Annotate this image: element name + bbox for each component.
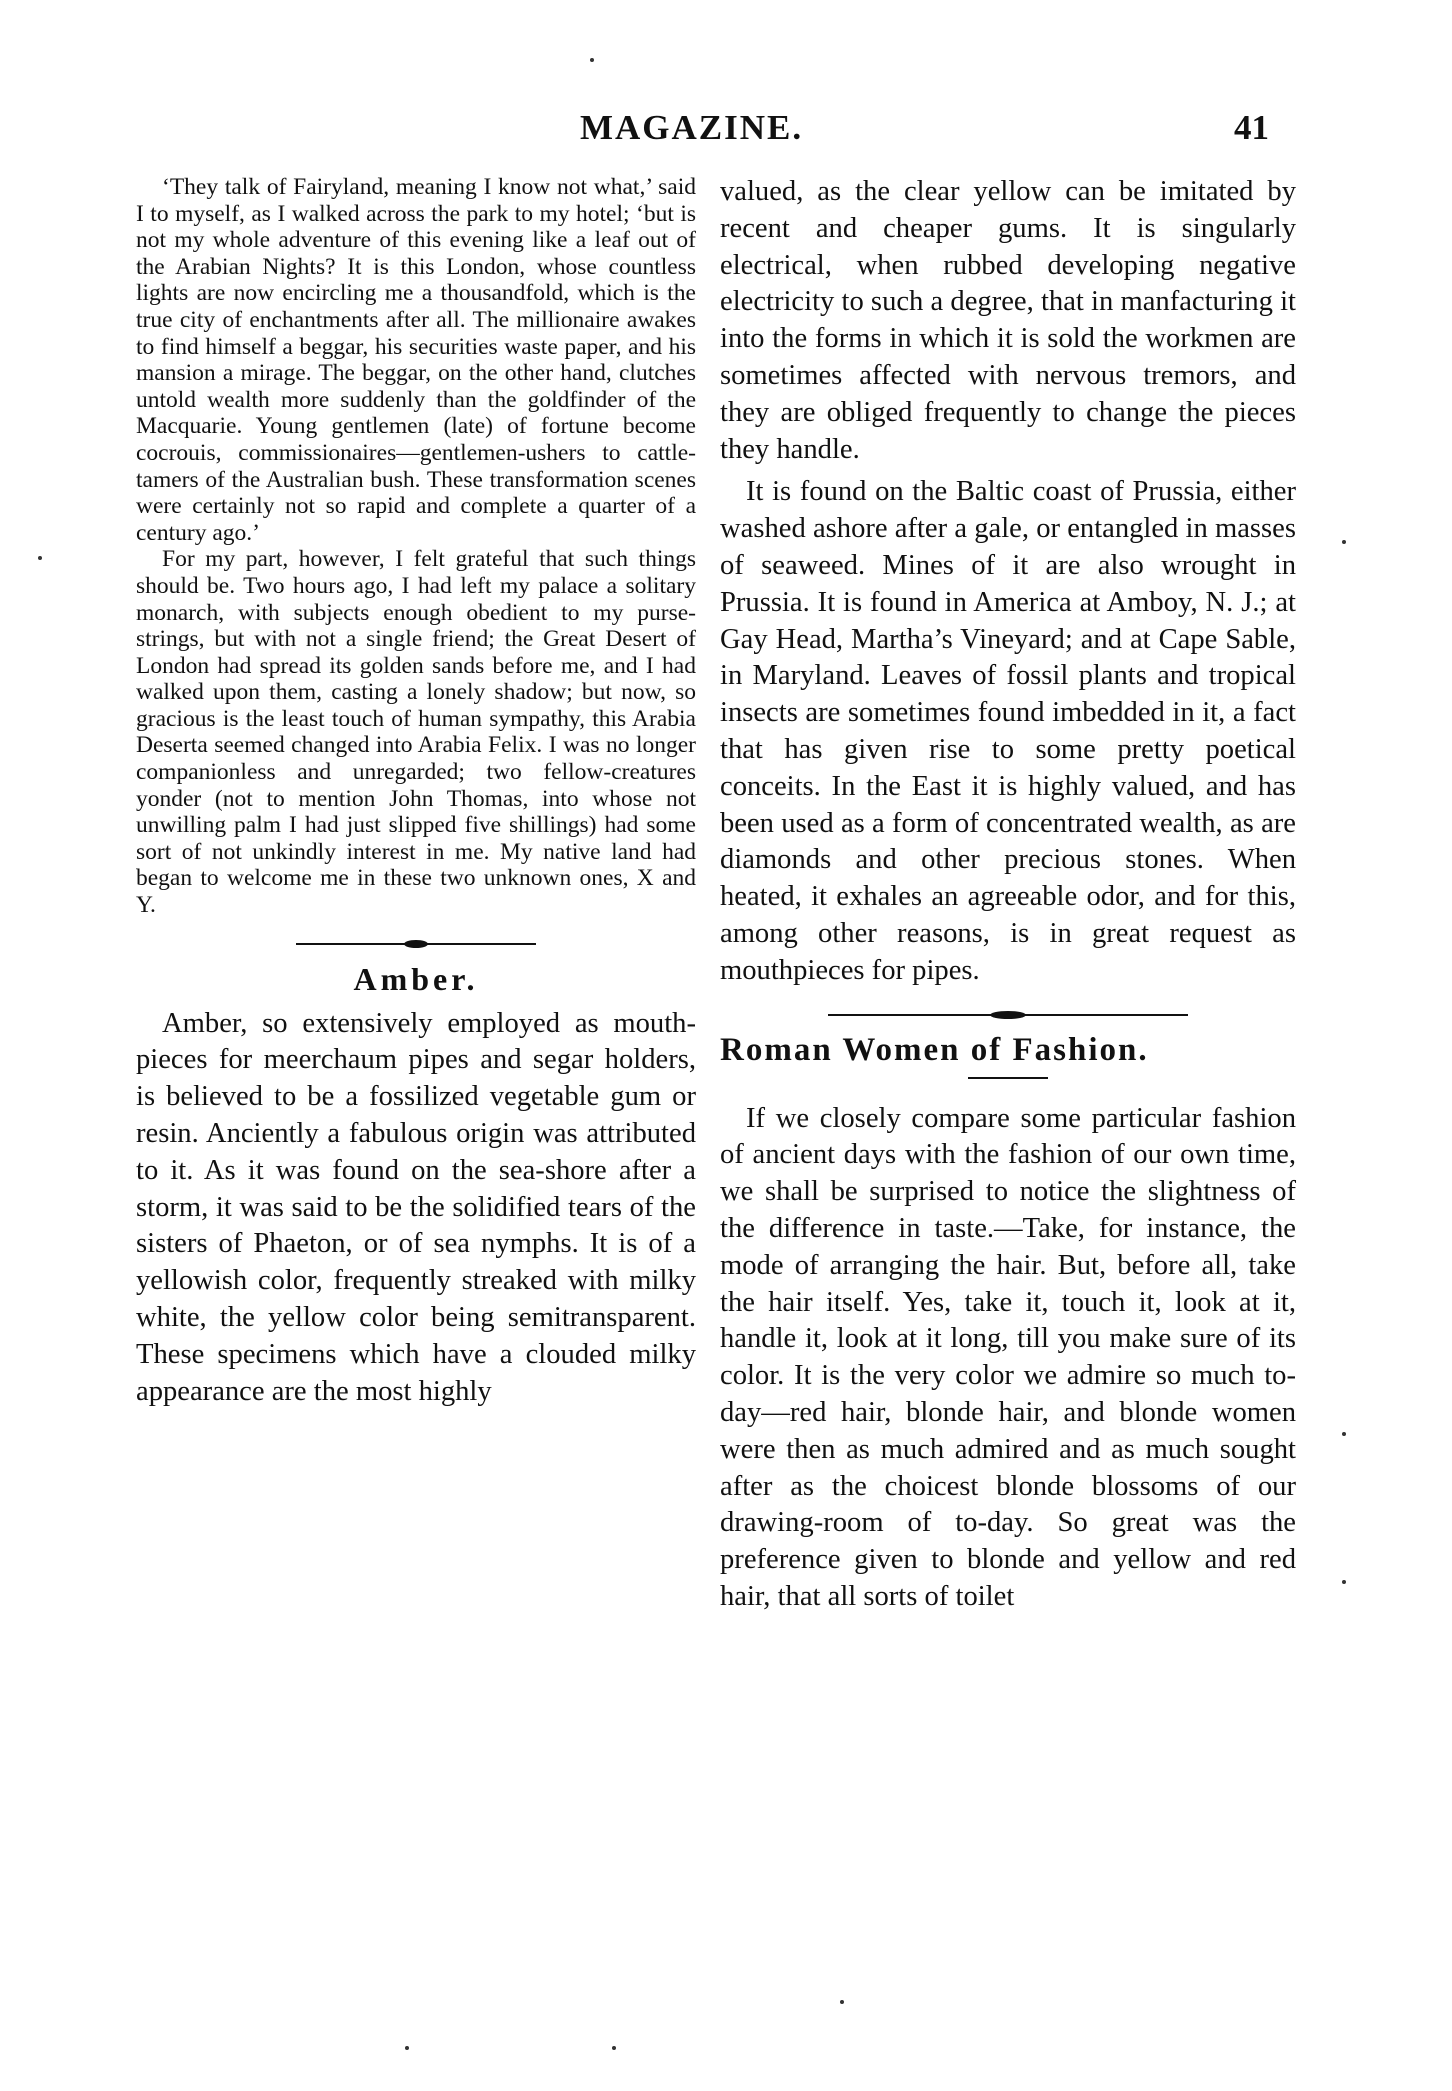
scan-speck [1342,540,1346,544]
right-column [720,174,1296,1616]
scan-speck [590,58,594,62]
amber-paragraph: Amber, so extensively employed as mouth-pieces for meerchaum pipes and segar holders, is believed to be a fossilized vegetable gum or resin. Anciently a fabulous origin was attributed to it. As it was found on the sea-shore after a storm, it was said to be the solidified tears of the sisters of Phaeton, or of sea nymphs. It is of a yellowish color, frequently streaked with milky white, the yellow color being semitransparent. These specimens which have a clouded milky appearance are the most highly [136,1007,696,1407]
fashion-section-title: Roman Women of Fashion. [720,1031,1149,1068]
scan-speck [840,2000,844,2004]
left-column [136,174,696,1410]
amber-section-title: Amber. [353,960,479,997]
scan-speck [1342,1432,1346,1436]
section-divider [828,1008,1188,1022]
section-divider [296,937,536,951]
running-title: MAGAZINE. [580,108,804,147]
scan-speck [405,2046,409,2050]
amber-locations-paragraph: It is found on the Baltic coast of Prussia, either washed ashore after a gale, or entangled in masses of seaweed. Mines of it are also wrought in Prussia. It is found in America at Amboy, N. J.; at Gay Head, Martha’s Vineyard; and at Cape Sable, in Maryland. Leaves of fossil plants and tropical insects are sometimes found imbedded in it, a fact that has given rise to some pretty poetical conceits. In the East it is highly valued, and has been used as a form of concentrated wealth, as are diamonds and other precious stones. When heated, it exhales an agreeable odor, and for this, among other reasons, is in great request as mouthpieces for pipes. [720,476,1296,986]
scan-speck [1342,1580,1346,1584]
fairyland-paragraph: ‘They talk of Fairyland, meaning I know not what,’ said I to myself, as I walked across the park to my hotel; ‘but is not my whole adventure of this evening like a leaf out of the Arabian Nights? It is this London, whose countless lights are now encircling me a thousandfold, which is the true city of enchantments after all. The millionaire awakes to find himself a beggar, his securities waste paper, and his mansion a mirage. The beggar, on the other hand, clutches untold wealth more suddenly than the goldfinder of the Macquarie. Young gentlemen (late) of fortune become cocrouis, commissionaires—gentlemen-ushers to cattle-tamers of the Australian bush. These transformation scenes were certainly not so rapid and complete a quarter of a century ago.’ [136,174,696,546]
amber-paragraph-continued: valued, as the clear yellow can be imitated by recent and cheaper gums. It is singularly electrical, when rubbed developing negative electricity to such a degree, that in manfacturing it into the forms in which it is sold the workmen are sometimes affected with nervous tremors, and they are obliged frequently to change the pieces they handle. [720,176,1296,465]
page-header [0,108,1452,158]
title-underline [968,1077,1048,1079]
scan-speck [612,2046,616,2050]
scan-speck [38,556,42,560]
page-number: 41 [1234,108,1269,147]
fashion-paragraph: If we closely compare some particular fashion of ancient days with the fashion of our own time, we shall be surprised to notice the slightness of the difference in taste.—Take, for instance, the mode of arranging the hair. But, before all, take the hair itself. Yes, take it, touch it, look at it, handle it, look at it long, till you make sure of its color. It is the very color we admire so much to-day—red hair, blonde hair, and blonde women were then as much admired and as much sought after as the choicest blonde blossoms of our drawing-room of to-day. So great was the preference given to blonde and yellow and red hair, that all sorts of toilet [720,1102,1296,1612]
grateful-paragraph: For my part, however, I felt grateful that such things should be. Two hours ago, I had left my palace a solitary monarch, with subjects enough obedient to my purse-strings, but with not a single friend; the Great Desert of London had spread its golden sands before me, and I had walked upon them, casting a lonely shadow; but now, so gracious is the least touch of human sympathy, this Arabia Deserta seemed changed into Arabia Felix. I was no longer companionless and unregarded; two fellow-creatures yonder (not to mention John Thomas, into whose not unwilling palm I had just slipped five shillings) had some sort of not unkindly interest in me. My native land had began to welcome me in these two unknown ones, X and Y. [136,546,696,919]
